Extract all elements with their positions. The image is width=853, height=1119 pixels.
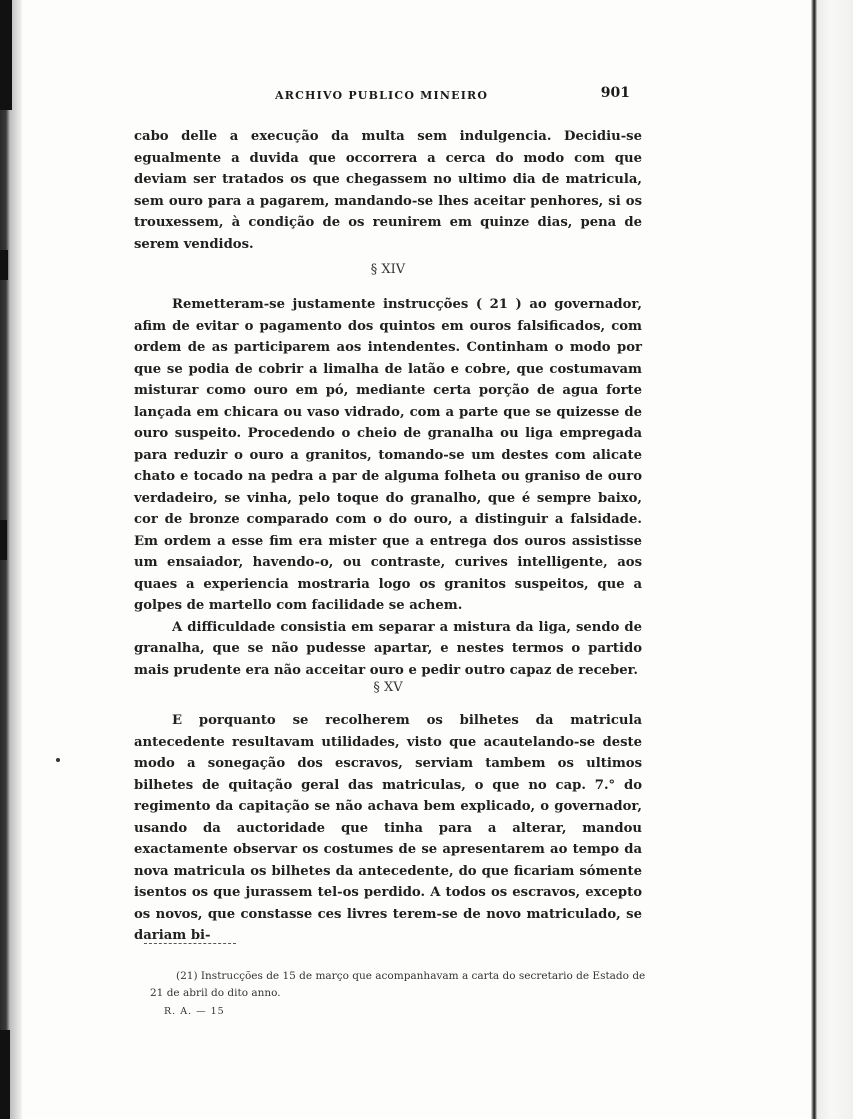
paragraph-text: cabo delle a execução da multa sem indulgencia. Decidiu-se egualmente a duvida que occorrera a cerca do modo com que deviam ser tratados os que chegassem no ultimo dia de matricula, sem ouro para a pagarem, mandando-se lhes aceitar penhores, si os trouxessem, à condição de os reunirem em quinze dias, pena de serem vendidos.: [134, 129, 642, 252]
left-edge-mark: [0, 0, 12, 110]
left-edge-mark: [0, 250, 8, 280]
section-xiv-body: [134, 294, 642, 681]
right-page-edge: [811, 0, 817, 1119]
left-edge-mark: [0, 520, 7, 560]
footnote: [150, 968, 652, 1002]
section-xiv-paragraph: Remetteram-se justamente instrucções ( 21 ) ao governador, afim de evitar o pagamento dos quintos em ouros falsificados, com ordem de as participarem aos intendentes. Continham o modo por que se podia de cobrir a limalha de latão e cobre, que costumavam misturar como ouro em pó, mediante certa porção de agua forte lançada em chicara ou vaso vidrado, com a parte que se quizesse de ouro suspeito. Procedendo o cheio de granalha ou liga empregada para reduzir o ouro a granitos, tomando-se um destes com alicate chato e tocado na pedra a par de alguma folheta ou graniso de ouro verdadeiro, se vinha, pelo toque do granalho, que é sempre baixo, cor de bronze comparado com o do ouro, a distinguir a falsidade. Em ordem a esse fim era mister que a entrega dos ouros assistisse um ensaiador, havendo-o, ou contraste, curives intelligente, aos quaes a experiencia mostraria logo os granitos suspeitos, que a golpes de martello com facilidade se achem.: [134, 297, 642, 613]
section-title-xiv: § XIV: [370, 262, 406, 277]
page-header: [130, 85, 630, 109]
footnote-text: (21) Instrucções de 15 de março que acompanhavam a carta do secretario de Estado de 21 de abril do dito anno.: [150, 970, 646, 999]
section-xv-paragraph: E porquanto se recolherem os bilhetes da matricula antecedente resultavam utilidades, visto que acautelando-se deste modo a sonegação dos escravos, serviam tambem os ultimos bilhetes de quitação geral das matriculas, o que no cap. 7.° do regimento da capitação se não achava bem explicado, o governador, usando da auctoridade que tinha para a alterar, mandou exactamente observar os costumes de se apresentarem ao tempo da nova matricula os bilhetes da antecedente, do que ficariam sómente isentos os que jurassem tel-os perdido. A todos os escravos, excepto os novos, que constasse ces livres terem-se de novo matriculado, se dariam bi-: [134, 713, 642, 943]
section-xv-body: [134, 710, 642, 947]
section-xiv-paragraph-2: A difficuldade consistia em separar a mistura da liga, sendo de granalha, que se não pudesse apartar, e nestes termos o partido mais prudente era não acceitar ouro e pedir outro capaz de receber.: [134, 619, 642, 678]
running-title: ARCHIVO PUBLICO MINEIRO: [275, 89, 489, 102]
footnote-separator: [144, 943, 236, 944]
page-number: 901: [600, 85, 630, 101]
signature-mark: R. A. — 15: [164, 1006, 225, 1017]
right-page-margin: [817, 0, 853, 1119]
paragraph-continuation: [134, 126, 642, 255]
left-edge-mark: [0, 1030, 10, 1119]
scan-speck: [56, 758, 60, 762]
section-title-xv: § XV: [373, 680, 403, 695]
